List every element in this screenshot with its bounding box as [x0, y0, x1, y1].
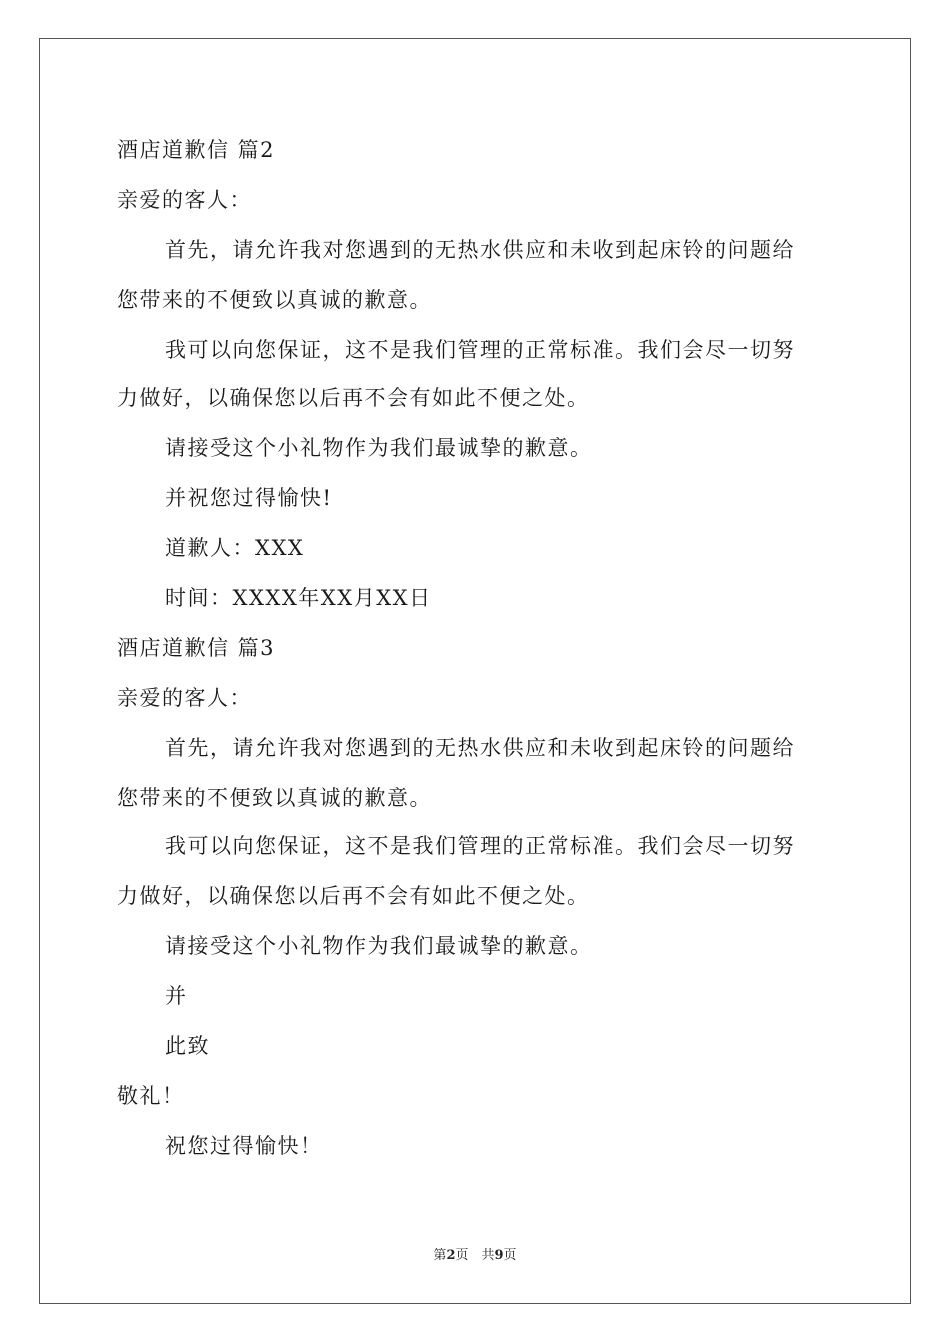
- page-frame: [39, 38, 911, 1304]
- footer-middle: 页 共: [455, 1248, 495, 1263]
- footer-suffix: 页: [503, 1248, 517, 1263]
- paragraph-line: 请接受这个小礼物作为我们最诚挚的歉意。: [165, 934, 593, 958]
- closing-line: 此致: [165, 1034, 210, 1058]
- paragraph-line: 我可以向您保证，这不是我们管理的正常标准。我们会尽一切努: [165, 834, 795, 858]
- footer-total-pages: 9: [494, 1248, 504, 1263]
- signature-line: 道歉人：XXX: [165, 536, 305, 560]
- salutation: 亲爱的客人：: [117, 686, 252, 710]
- paragraph-line: 首先，请允许我对您遇到的无热水供应和未收到起床铃的问题给: [165, 238, 795, 262]
- paragraph-line: 力做好，以确保您以后再不会有如此不便之处。: [117, 884, 590, 908]
- heading-letter-3: 酒店道歉信 篇3: [117, 636, 276, 660]
- heading-letter-2: 酒店道歉信 篇2: [117, 138, 276, 162]
- footer-prefix: 第: [433, 1248, 447, 1263]
- paragraph-line: 并祝您过得愉快!: [165, 486, 333, 510]
- paragraph-line: 并: [165, 984, 188, 1008]
- paragraph-line: 首先，请允许我对您遇到的无热水供应和未收到起床铃的问题给: [165, 736, 795, 760]
- date-line: 时间：XXXX年XX月XX日: [165, 586, 432, 610]
- paragraph-line: 请接受这个小礼物作为我们最诚挚的歉意。: [165, 436, 593, 460]
- footer-page-number: 2: [446, 1248, 456, 1263]
- closing-line: 祝您过得愉快！: [165, 1134, 323, 1158]
- paragraph-line: 我可以向您保证，这不是我们管理的正常标准。我们会尽一切努: [165, 338, 795, 362]
- salutation: 亲爱的客人：: [117, 188, 252, 212]
- paragraph-line: 您带来的不便致以真诚的歉意。: [117, 786, 432, 810]
- page-footer: [0, 1247, 950, 1265]
- paragraph-line: 您带来的不便致以真诚的歉意。: [117, 288, 432, 312]
- paragraph-line: 力做好，以确保您以后再不会有如此不便之处。: [117, 386, 590, 410]
- closing-line: 敬礼！: [117, 1084, 185, 1108]
